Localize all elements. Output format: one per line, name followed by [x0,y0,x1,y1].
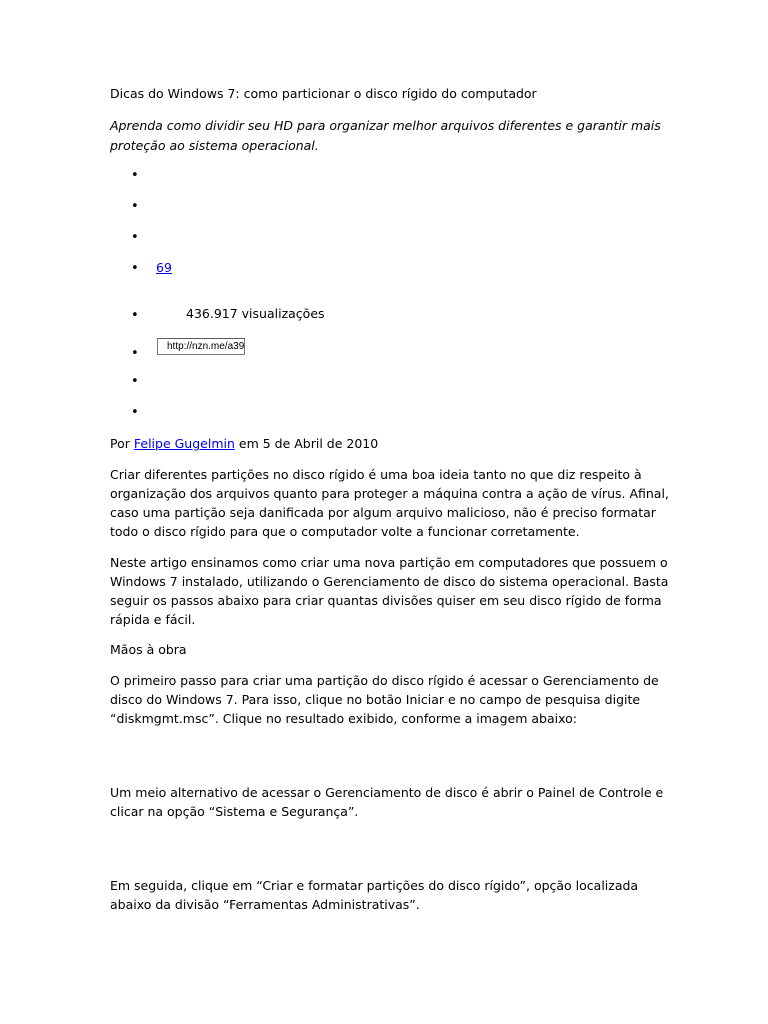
step-paragraph: Um meio alternativo de acessar o Gerenciamento de disco é abrir o Painel de Controle e clicar na opção “Sistema e Segurança”. [110,785,664,819]
section-heading: Mãos à obra [110,642,187,657]
list-bullet: • [131,346,139,361]
body-paragraph: Criar diferentes partições no disco rígido é uma boa ideia tanto no que diz respeito à organização dos arquivos quanto para proteger a máquina contra a ação de vírus. Afinal, caso uma partição seja danificada por algum arquivo malicioso, não é preciso formatar todo o disco rígido para que o computador volte a funcionar corretamente. [110,467,669,539]
step-paragraph: Em seguida, clique em “Criar e formatar partições do disco rígido”, opção localizada abaixo da divisão “Ferramentas Administrativas”. [110,878,639,912]
list-bullet: • [131,199,139,214]
publish-date: em 5 de Abril de 2010 [238,436,379,451]
author-link[interactable]: Felipe Gugelmin [133,436,235,451]
step-paragraph: O primeiro passo para criar uma partição do disco rígido é acessar o Gerenciamento de disco do Windows 7. Para isso, clique no botão Iniciar e no campo de pesquisa digite “diskmgmt.msc”. Clique no resultado exibido, conforme a imagem abaixo: [110,673,659,726]
share-url-field[interactable]: http://nzn.me/a39 [157,338,245,355]
article-title: Dicas do Windows 7: como particionar o disco rígido do computador [110,86,537,101]
list-bullet: • [131,308,139,323]
list-bullet: • [131,261,139,276]
list-bullet: • [131,230,139,245]
body-paragraph: Neste artigo ensinamos como criar uma nova partição em computadores que possuem o Windows 7 instalado, utilizando o Gerenciamento de disco do sistema operacional. Basta seguir os passos abaixo para criar quantas divisões quiser em seu disco rígido de forma rápida e fácil. [110,555,669,627]
article-subtitle: Aprenda como dividir seu HD para organizar melhor arquivos diferentes e garantir mais proteção ao sistema operacional. [110,118,661,153]
list-bullet: • [131,168,139,183]
comment-count-link[interactable]: 69 [156,260,172,275]
byline-prefix: Por [110,436,130,451]
view-count: 436.917 visualizações [186,306,325,321]
byline [110,434,670,453]
list-bullet: • [131,374,139,389]
list-bullet: • [131,405,139,420]
